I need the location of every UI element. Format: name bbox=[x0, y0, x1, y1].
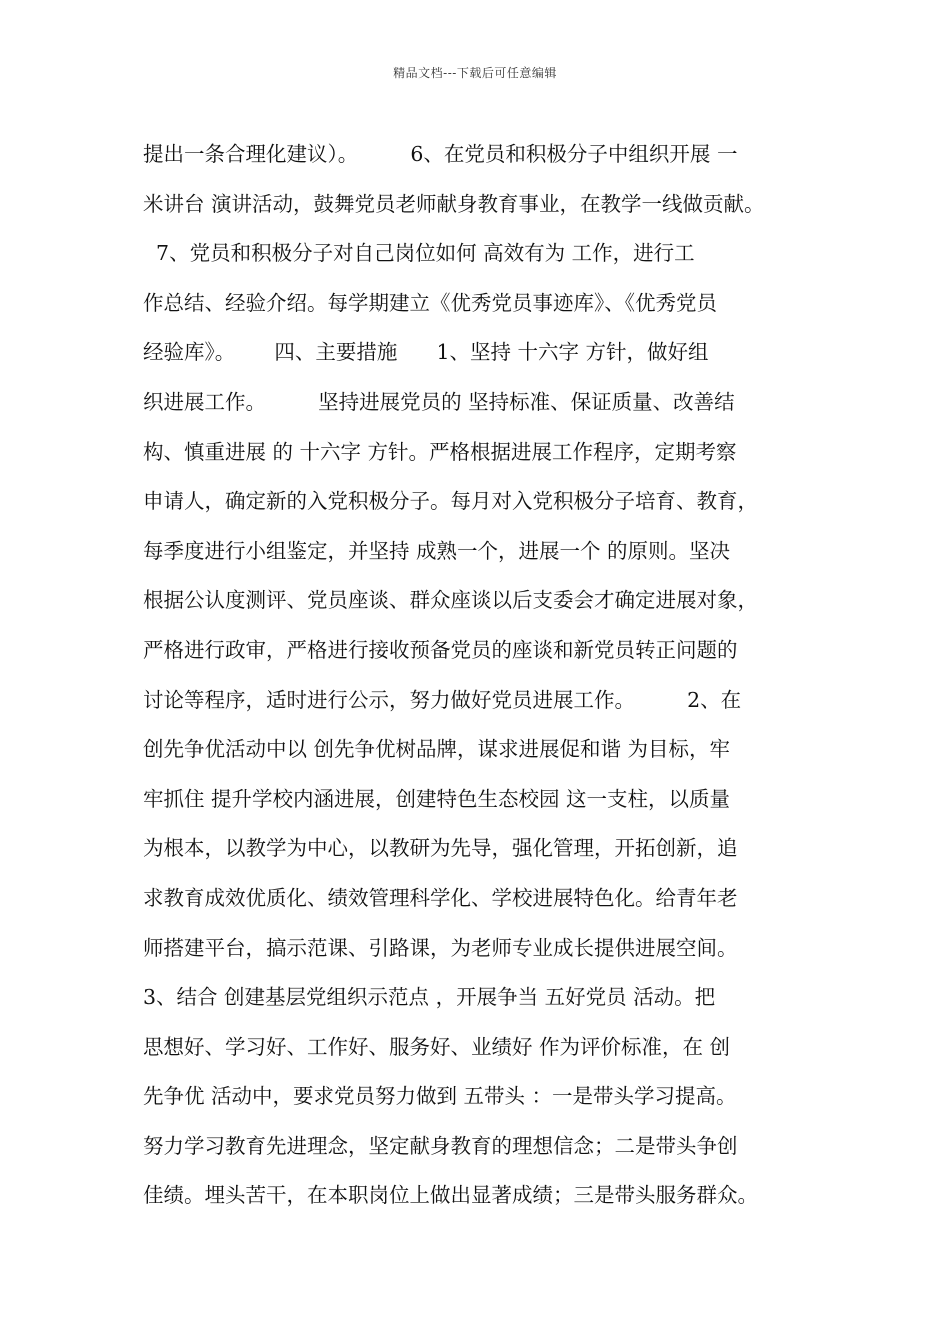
text-line: 3、结合 创建基层党组织示范点 ，开展争当 五好党员 活动。把 bbox=[143, 985, 716, 1010]
text-line: 思想好、学习好、工作好、服务好、业绩好 作为评价标准，在 创 bbox=[143, 1034, 731, 1059]
text-line: 创先争优活动中以 创先争优树品牌，谋求进展促和谐 为目标，牢 bbox=[143, 737, 731, 762]
text-line: 佳绩。埋头苦干，在本职岗位上做出显著成绩；三是带头服务群众。 bbox=[143, 1183, 758, 1208]
text-line: 7、党员和积极分子对自己岗位如何 高效有为 工作，进行工 bbox=[143, 241, 695, 266]
document-body bbox=[143, 130, 833, 1221]
text-line: 申请人，确定新的入党积极分子。每月对入党积极分子培育、教育， bbox=[143, 489, 758, 514]
text-line: 严格进行政审，严格进行接收预备党员的座谈和新党员转正问题的 bbox=[143, 637, 738, 662]
text-line: 牢抓住 提升学校内涵进展，创建特色生态校园 这一支柱，以质量 bbox=[143, 786, 731, 811]
text-line: 提出一条合理化建议）。 6、在党员和积极分子中组织开展 一 bbox=[143, 142, 738, 166]
text-line: 师搭建平台，搞示范课、引路课，为老师专业成长提供进展空间。 bbox=[143, 935, 738, 960]
text-line: 每季度进行小组鉴定，并坚持 成熟一个，进展一个 的原则。坚决 bbox=[143, 538, 731, 563]
text-line: 根据公认度测评、党员座谈、群众座谈以后支委会才确定进展对象， bbox=[143, 588, 758, 613]
text-line: 努力学习教育先进理念，坚定献身教育的理想信念；二是带头争创 bbox=[143, 1133, 738, 1158]
text-line: 先争优 活动中，要求党员努力做到 五带头 ：一是带头学习提高。 bbox=[143, 1084, 737, 1109]
text-line: 米讲台 演讲活动，鼓舞党员老师献身教育事业，在教学一线做贡献。 bbox=[143, 191, 765, 216]
text-line: 构、慎重进展 的 十六字 方针。严格根据进展工作程序，定期考察 bbox=[143, 439, 737, 464]
text-line: 经验库》。 四、主要措施 1、坚持 十六字 方针，做好组 bbox=[143, 340, 709, 365]
text-line: 为根本，以教学为中心，以教研为先导，强化管理，开拓创新，追 bbox=[143, 836, 738, 861]
page-header: 精品文档---下载后可任意编辑 bbox=[393, 66, 557, 80]
text-line: 讨论等程序，适时进行公示，努力做好党员进展工作。 2、在 bbox=[143, 687, 742, 712]
text-line: 求教育成效优质化、绩效管理科学化、学校进展特色化。给青年老 bbox=[143, 885, 738, 910]
text-line: 织进展工作。 坚持进展党员的 坚持标准、保证质量、改善结 bbox=[143, 389, 735, 414]
text-line: 作总结、经验介绍。每学期建立《优秀党员事迹库》、《优秀党员 bbox=[143, 290, 717, 315]
